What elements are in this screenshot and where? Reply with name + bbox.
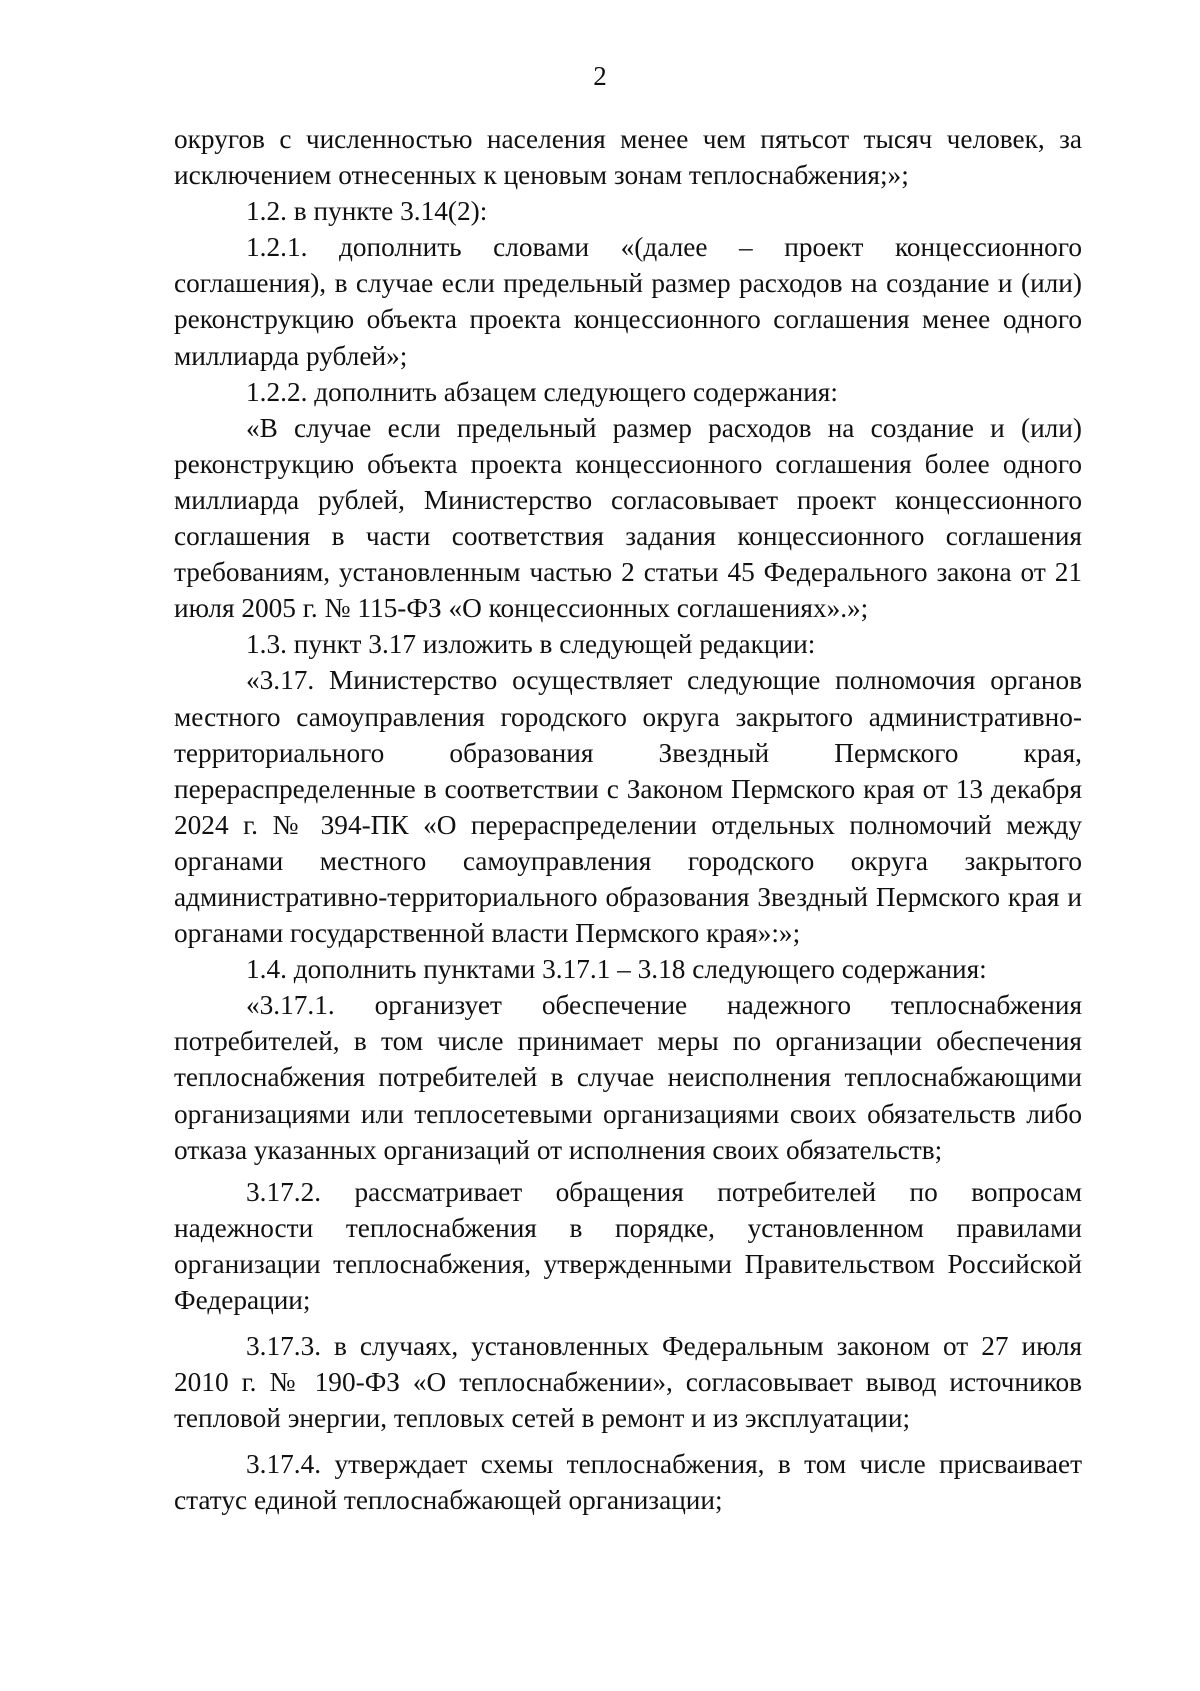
- paragraph-item-1-3: 1.3. пункт 3.17 изложить в следующей редакции:: [246, 629, 816, 660]
- paragraph-item-3-17-2: 3.17.2. рассматривает обращения потребителей по вопросам надежности теплоснабжения в порядке, установленном правилами организации теплоснабжения, утвержденными Правительством Российской Федерации;: [174, 1176, 1082, 1315]
- document-body: [174, 121, 1082, 1519]
- paragraph-item-1-4: 1.4. дополнить пунктами 3.17.1 – 3.18 следующего содержания:: [246, 954, 987, 985]
- paragraph-item-1-2-1: 1.2.1. дополнить словами «(далее – проект концессионного соглашения), в случае если предельный размер расходов на создание и (или) реконструкцию объекта проекта концессионного соглашения менее одного миллиарда рублей»;: [174, 232, 1082, 371]
- paragraph-continuation: округов с численностью населения менее чем пятьсот тысяч человек, за исключением отнесенных к ценовым зонам теплоснабжения;»;: [174, 124, 1082, 191]
- paragraph-item-1-2-2: 1.2.2. дополнить абзацем следующего содержания:: [246, 376, 838, 407]
- page-number: 2: [593, 61, 607, 91]
- paragraph-item-3-17-1: «3.17.1. организует обеспечение надежного теплоснабжения потребителей, в том числе принимает меры по организации обеспечения теплоснабжения потребителей в случае неисполнения теплоснабжающими организациями или теплосетевыми организациями своих обязательств либо отказа указанных организаций от исполнения своих обязательств;: [174, 990, 1082, 1165]
- paragraph-item-1-2: 1.2. в пункте 3.14(2):: [246, 196, 488, 227]
- paragraph-item-3-17: «3.17. Министерство осуществляет следующие полномочия органов местного самоуправления городского округа закрытого административно-территориального образования Звездный Пермского края, перераспределенные в соответствии с Законом Пермского края от 13 декабря 2024 г. № 394-ПК «О перераспределении отдельных полномочий между органами местного самоуправления городского округа закрытого административно-территориального образования Звездный Пермского края и органами государственной власти Пермского края»:»;: [174, 665, 1082, 949]
- paragraph-item-3-17-3: 3.17.3. в случаях, установленных Федеральным законом от 27 июля 2010 г. № 190-ФЗ «О теплоснабжении», согласовывает вывод источников тепловой энергии, тепловых сетей в ремонт и из эксплуатации;: [174, 1331, 1082, 1434]
- paragraph-quoted-addition: «В случае если предельный размер расходов на создание и (или) реконструкцию объекта проекта концессионного соглашения более одного миллиарда рублей, Министерство согласовывает проект концессионного соглашения в части соответствия задания концессионного соглашения требованиям, установленным частью 2 статьи 45 Федерального закона от 21 июля 2005 г. № 115-ФЗ «О концессионных соглашениях».»;: [174, 412, 1082, 624]
- paragraph-item-3-17-4: 3.17.4. утверждает схемы теплоснабжения, в том числе присваивает статус единой теплоснабжающей организации;: [174, 1449, 1082, 1516]
